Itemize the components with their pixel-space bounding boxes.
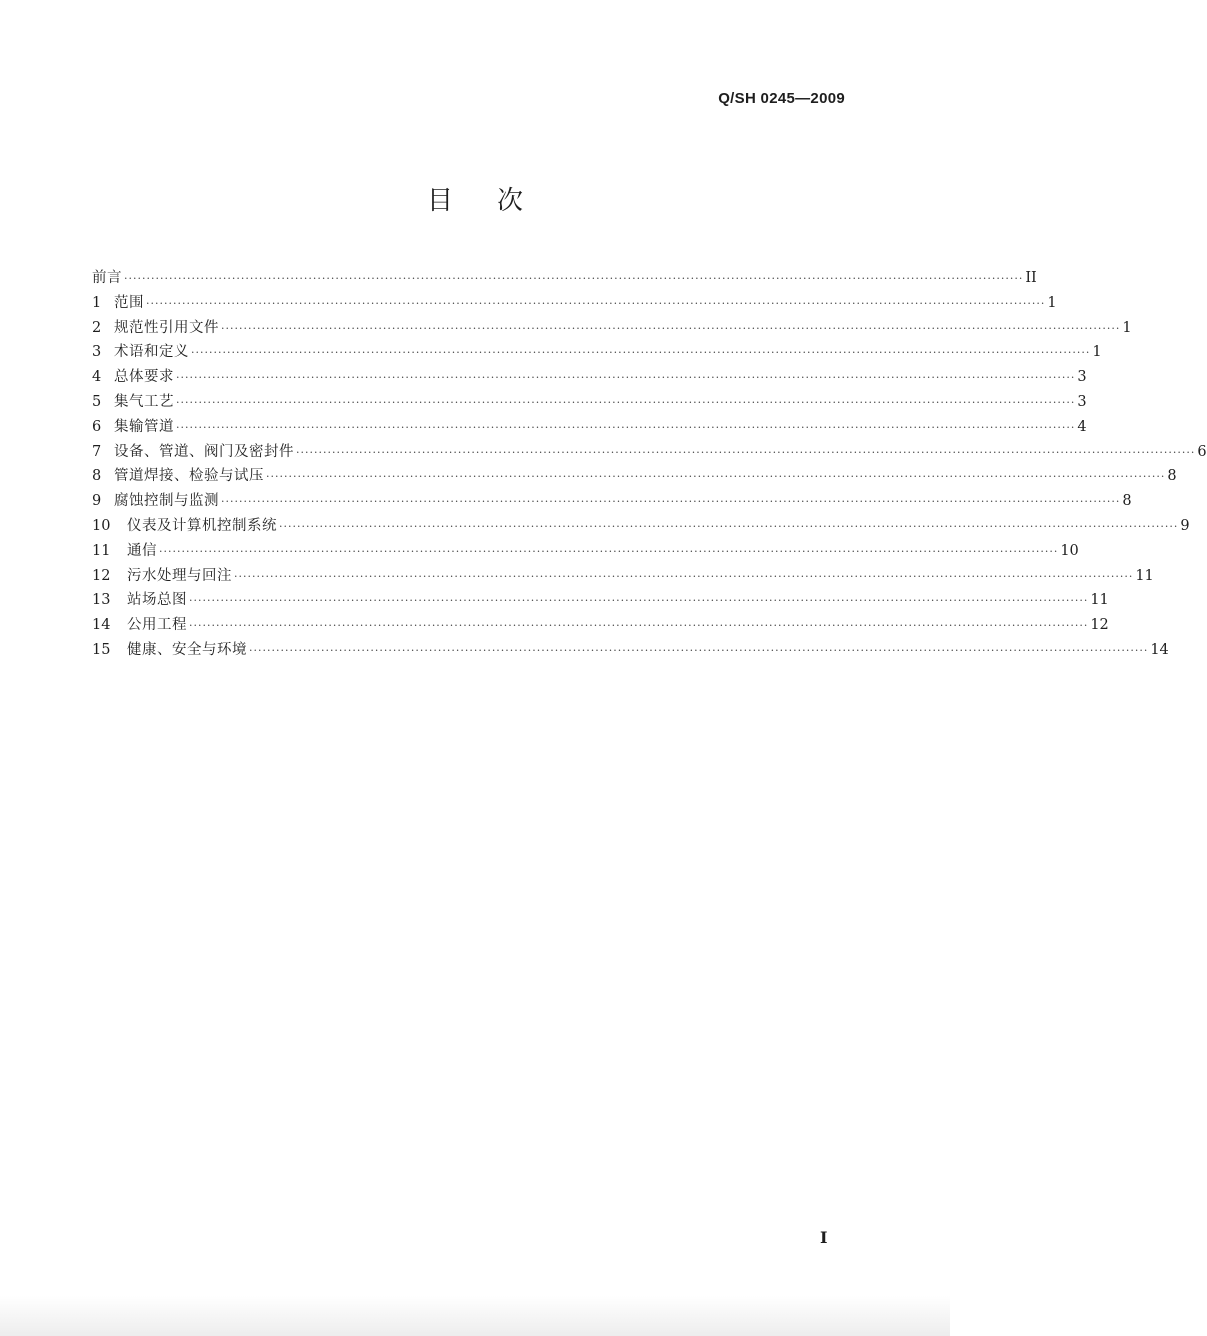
- page-title: 目次: [426, 186, 567, 216]
- toc-entry-label: 设备、管道、阀门及密封件: [114, 443, 294, 460]
- toc-leader-dots: ········································································································································································································: [191, 346, 1091, 360]
- toc-entry-number: 3: [92, 344, 102, 361]
- toc-leader-dots: ········································································································································································································: [159, 544, 1059, 558]
- toc-entry-label: 集气工艺: [114, 393, 174, 410]
- toc-entry-page: 1: [1092, 344, 1102, 361]
- toc-entry-number: 8: [92, 468, 102, 485]
- toc-entry[interactable]: [92, 489, 1132, 514]
- toc-entry[interactable]: [92, 340, 1102, 365]
- toc-entry[interactable]: [92, 539, 1079, 564]
- toc-leader-dots: ········································································································································································································: [279, 519, 1179, 533]
- toc-entry-number: 9: [92, 493, 102, 510]
- toc-entry-number: 1: [92, 294, 102, 311]
- toc-leader-dots: ········································································································································································································: [296, 445, 1196, 459]
- toc-entry-label: 健康、安全与环境: [127, 641, 247, 658]
- toc-entry-page: 4: [1077, 418, 1087, 435]
- toc-entry[interactable]: [92, 638, 1169, 663]
- toc-entry-label: 公用工程: [127, 617, 187, 634]
- scan-edge: [0, 1296, 950, 1336]
- toc-entry-number: 10: [92, 517, 111, 534]
- toc-leader-dots: ········································································································································································································: [176, 371, 1076, 385]
- table-of-contents: [92, 266, 1207, 663]
- toc-entry-page: 3: [1077, 369, 1087, 386]
- toc-entry[interactable]: [92, 415, 1087, 440]
- toc-leader-dots: ········································································································································································································: [221, 495, 1121, 509]
- toc-entry-number: 7: [92, 443, 102, 460]
- toc-entry-label: 范围: [114, 294, 144, 311]
- toc-entry-label: 集输管道: [114, 418, 174, 435]
- toc-entry[interactable]: [92, 464, 1177, 489]
- standard-code: Q/SH 0245—2009: [718, 90, 845, 107]
- toc-entry[interactable]: [92, 266, 1037, 291]
- toc-entry-number: 2: [92, 319, 102, 336]
- toc-leader-dots: ········································································································································································································: [176, 420, 1076, 434]
- toc-entry-page: 1: [1047, 294, 1057, 311]
- toc-leader-dots: ········································································································································································································: [189, 594, 1089, 608]
- toc-entry[interactable]: [92, 440, 1207, 465]
- toc-entry-number: 15: [92, 641, 111, 658]
- toc-entry[interactable]: [92, 564, 1154, 589]
- toc-entry-label: 站场总图: [127, 592, 187, 609]
- toc-entry-number: 12: [92, 567, 111, 584]
- toc-entry-number: 5: [92, 393, 102, 410]
- toc-leader-dots: ········································································································································································································: [266, 470, 1166, 484]
- toc-leader-dots: ········································································································································································································: [146, 296, 1046, 310]
- toc-entry-page: 10: [1060, 542, 1079, 559]
- toc-entry-label: 腐蚀控制与监测: [114, 493, 219, 510]
- toc-entry-page: 8: [1167, 468, 1177, 485]
- toc-entry-page: 9: [1180, 517, 1190, 534]
- toc-entry-number: 6: [92, 418, 102, 435]
- toc-entry[interactable]: [92, 291, 1057, 316]
- toc-entry-page: II: [1025, 270, 1037, 286]
- toc-entry[interactable]: [92, 390, 1087, 415]
- page-number: I: [820, 1228, 828, 1247]
- toc-entry-label: 术语和定义: [114, 344, 189, 361]
- toc-leader-dots: ········································································································································································································: [189, 619, 1089, 633]
- toc-entry[interactable]: [92, 588, 1109, 613]
- toc-entry-page: 3: [1077, 393, 1087, 410]
- toc-entry-label: 规范性引用文件: [114, 319, 219, 336]
- toc-entry-page: 1: [1122, 319, 1132, 336]
- toc-entry-label: 通信: [127, 542, 157, 559]
- toc-leader-dots: ········································································································································································································: [124, 272, 1024, 285]
- toc-entry-page: 6: [1197, 443, 1207, 460]
- toc-leader-dots: ········································································································································································································: [176, 395, 1076, 409]
- toc-entry[interactable]: [92, 514, 1190, 539]
- toc-leader-dots: ········································································································································································································: [249, 643, 1149, 657]
- toc-entry-page: 11: [1090, 592, 1109, 609]
- toc-entry-page: 14: [1150, 641, 1169, 658]
- toc-entry-label: 管道焊接、检验与试压: [114, 468, 264, 485]
- toc-entry[interactable]: [92, 613, 1109, 638]
- toc-entry[interactable]: [92, 365, 1087, 390]
- toc-entry-label: 总体要求: [114, 369, 174, 386]
- toc-entry[interactable]: [92, 316, 1132, 341]
- toc-entry-number: 11: [92, 542, 111, 559]
- toc-leader-dots: ········································································································································································································: [221, 321, 1121, 335]
- toc-entry-label: 污水处理与回注: [127, 567, 232, 584]
- toc-entry-label: 仪表及计算机控制系统: [127, 517, 277, 534]
- toc-entry-number: 14: [92, 617, 111, 634]
- toc-entry-label: 前言: [92, 270, 122, 286]
- toc-entry-number: 13: [92, 592, 111, 609]
- toc-entry-page: 8: [1122, 493, 1132, 510]
- toc-entry-page: 11: [1135, 567, 1154, 584]
- toc-entry-number: 4: [92, 369, 102, 386]
- toc-leader-dots: ········································································································································································································: [234, 569, 1134, 583]
- toc-entry-page: 12: [1090, 617, 1109, 634]
